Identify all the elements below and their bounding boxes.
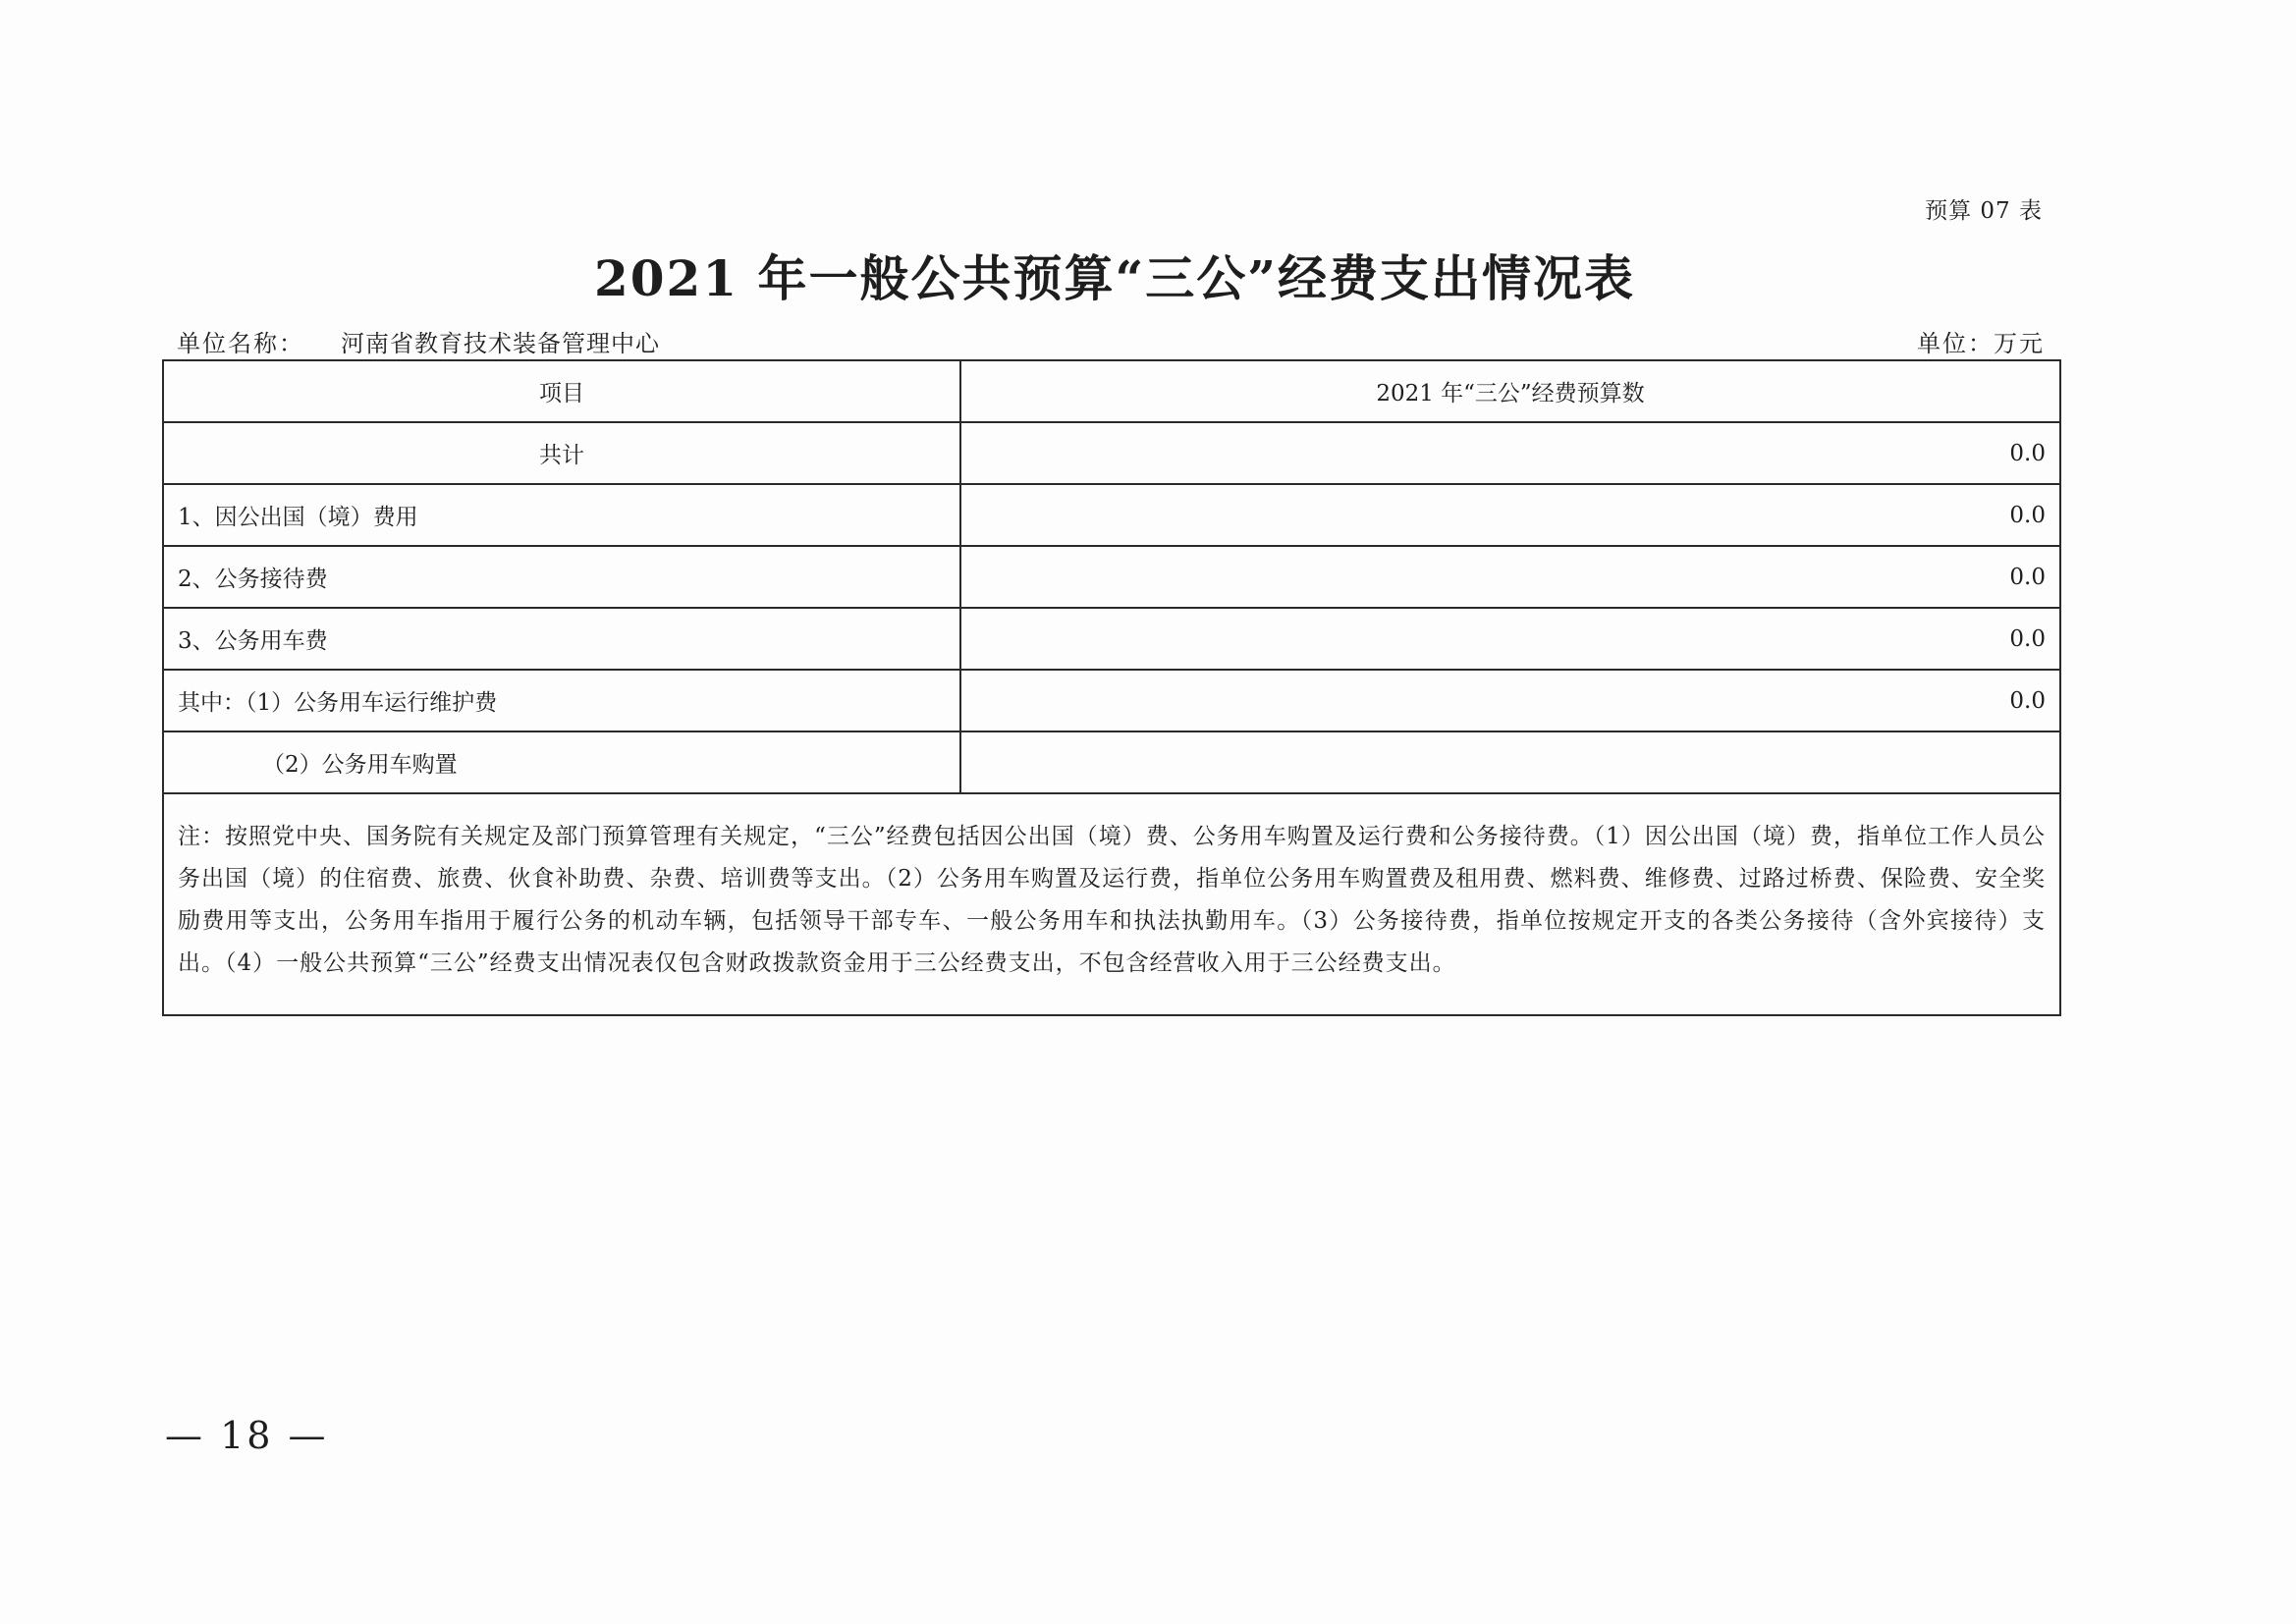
page-number: — 18 — <box>165 1414 329 1457</box>
currency-unit: 单位：万元 <box>1917 330 2045 357</box>
row-item-reception: 2、公务接待费 <box>163 546 960 608</box>
table-note: 注：按照党中央、国务院有关规定及部门预算管理有关规定，“三公”经费包括因公出国（境）费、公务用车购置及运行费和公务接待费。（1）因公出国（境）费，指单位工作人员公务出国（境）的住宿费、旅费、伙食补助费、杂费、培训费等支出。（2）公务用车购置及运行费，指单位公务用车购置费及租用费、燃料费、维修费、过路过桥费、保险费、安全奖励费用等支出，公务用车指用于履行公务的机动车辆，包括领导干部专车、一般公务用车和执法执勤用车。（3）公务接待费，指单位按规定开支的各类公务接待（含外宾接待）支出。（4）一般公共预算“三公”经费支出情况表仅包含财政拨款资金用于三公经费支出，不包含经营收入用于三公经费支出。 <box>163 793 2060 1015</box>
row-item-overseas: 1、因公出国（境）费用 <box>163 484 960 546</box>
row-item-vehicle-purchase: （2）公务用车购置 <box>163 731 960 793</box>
row-item-vehicle: 3、公务用车费 <box>163 608 960 670</box>
row-value-total: 0.0 <box>960 422 2060 484</box>
row-value-vehicle: 0.0 <box>960 608 2060 670</box>
header-item: 项目 <box>163 360 960 422</box>
header-value: 2021 年“三公”经费预算数 <box>960 360 2060 422</box>
row-value-reception: 0.0 <box>960 546 2060 608</box>
table-row <box>163 422 2060 484</box>
row-item-total: 共计 <box>163 422 960 484</box>
table-row <box>163 484 2060 546</box>
row-item-vehicle-maintenance: 其中：（1）公务用车运行维护费 <box>163 670 960 731</box>
table-header-row <box>163 360 2060 422</box>
budget-table <box>162 359 2061 1016</box>
table-row <box>163 731 2060 793</box>
row-value-vehicle-purchase <box>960 731 2060 793</box>
note-row <box>163 793 2060 1015</box>
document-code: 预算 07 表 <box>1925 198 2043 224</box>
table-row <box>163 670 2060 731</box>
table-row <box>163 608 2060 670</box>
unit-name-label: 单位名称： <box>177 330 304 357</box>
table-row <box>163 546 2060 608</box>
row-value-overseas: 0.0 <box>960 484 2060 546</box>
row-value-vehicle-maintenance: 0.0 <box>960 670 2060 731</box>
page-title: 2021 年一般公共预算“三公”经费支出情况表 <box>593 249 1636 307</box>
unit-name-value: 河南省教育技术装备管理中心 <box>341 330 660 357</box>
